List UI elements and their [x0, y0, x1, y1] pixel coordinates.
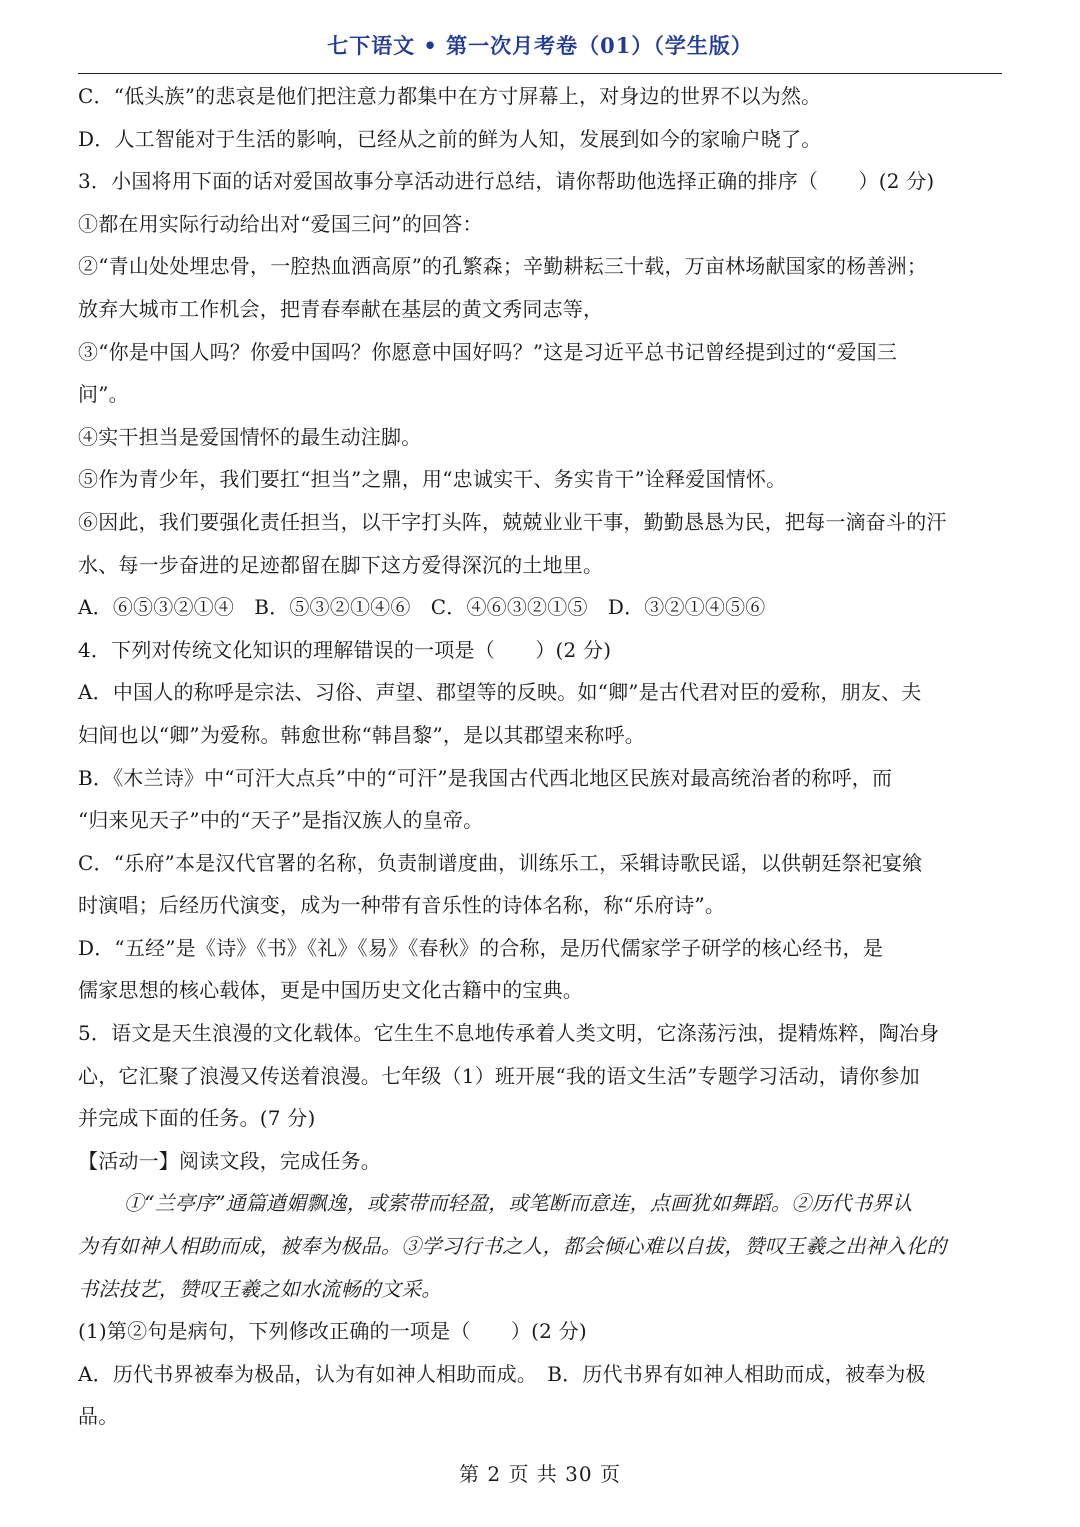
text-line: 放弃大城市工作机会，把青春奉献在基层的黄文秀同志等，: [78, 296, 604, 321]
text-line: 心，它汇聚了浪漫又传送着浪漫。七年级（1）班开展“我的语文生活”专题学习活动，请你参加: [78, 1063, 920, 1088]
text-line: 妇间也以“卿”为爱称。韩愈世称“韩昌黎”，是以其郡望来称呼。: [78, 722, 645, 747]
text-line: D．人工智能对于生活的影响，已经从之前的鲜为人知，发展到如今的家喻户晓了。: [78, 126, 822, 151]
text-line: A．历代书界被奉为极品，认为有如神人相助而成。 B．历代书界有如神人相助而成，被奉为极: [78, 1361, 926, 1386]
question-5-stem: 5．语文是天生浪漫的文化载体。它生生不息地传承着人类文明，它涤荡污浊，提精炼粹，陶冶身: [78, 1021, 940, 1046]
text-line: 并完成下面的任务。(7 分): [78, 1106, 316, 1131]
sub-question-stem: (1)第②句是病句，下列修改正确的一项是（ ）(2 分): [78, 1319, 587, 1344]
page-number: 第 2 页 共 30 页: [459, 1462, 621, 1486]
text-line: ⑥因此，我们要强化责任担当，以干字打头阵，兢兢业业干事，勤勤恳恳为民，把每一滴奋斗的汗: [78, 509, 947, 534]
question-3-stem: 3．小国将用下面的话对爱国故事分享活动进行总结，请你帮助他选择正确的排序（ ）(2 分): [78, 169, 935, 194]
text-line: 问”。: [78, 382, 129, 407]
passage-line: ①“兰亭序”通篇遒媚飘逸，或萦带而轻盈，或笔断而意连，点画犹如舞蹈。②历代书界认: [124, 1191, 913, 1216]
text-line: ②“青山处处埋忠骨，一腔热血洒高原”的孔繁森；辛勤耕耘三十载，万亩林场献国家的杨善洲；: [78, 254, 928, 279]
activity-heading: 【活动一】阅读文段，完成任务。: [78, 1148, 381, 1173]
text-line: D．“五经”是《诗》《书》《礼》《易》《春秋》的合称，是历代儒家学子研学的核心经书，是: [78, 935, 884, 960]
text-line: 儒家思想的核心载体，更是中国历史文化古籍中的宝典。: [78, 978, 583, 1003]
text-line: B．《木兰诗》中“可汗大点兵”中的“可汗”是我国古代西北地区民族对最高统治者的称呼，而: [78, 765, 893, 790]
text-line: C．“乐府”本是汉代官署的名称，负责制谱度曲，训练乐工，采辑诗歌民谣，以供朝廷祭祀宴飨: [78, 850, 923, 875]
text-line: ③“你是中国人吗？你爱中国吗？你愿意中国好吗？”这是习近平总书记曾经提到过的“爱国三: [78, 339, 898, 364]
question-3-options: A．⑥⑤③②①④ B．⑤③②①④⑥ C．④⑥③②①⑤ D．③②①④⑤⑥: [78, 595, 766, 620]
document-body: [78, 75, 1008, 1438]
passage-line: 书法技艺，赞叹王羲之如水流畅的文采。: [78, 1276, 442, 1301]
page-header-title: 七下语文 • 第一次月考卷（01）（学生版）: [327, 33, 753, 58]
text-line: 水、每一步奋进的足迹都留在脚下这方爱得深沉的土地里。: [78, 552, 604, 577]
text-line: ④实干担当是爱国情怀的最生动注脚。: [78, 424, 422, 449]
text-line: C．“低头族”的悲哀是他们把注意力都集中在方寸屏幕上，对身边的世界不以为然。: [78, 84, 822, 108]
question-4-stem: 4．下列对传统文化知识的理解错误的一项是（ ）(2 分): [78, 637, 612, 662]
passage-line: 为有如神人相助而成，被奉为极品。③学习行书之人，都会倾心难以自拔，赞叹王羲之出神入化的: [78, 1234, 947, 1259]
text-line: A．中国人的称呼是宗法、习俗、声望、郡望等的反映。如“卿”是古代君对臣的爱称，朋友、夫: [78, 680, 922, 705]
text-line: ①都在用实际行动给出对“爱国三问”的回答：: [78, 211, 483, 236]
text-line: ⑤作为青少年，我们要扛“担当”之鼎，用“忠诚实干、务实肯干”诠释爱国情怀。: [78, 467, 787, 492]
text-line: 时演唱；后经历代演变，成为一种带有音乐性的诗体名称，称“乐府诗”。: [78, 893, 726, 918]
text-line: 品。: [78, 1404, 119, 1429]
header-divider: [78, 73, 1002, 74]
text-line: “归来见天子”中的“天子”是指汉族人的皇帝。: [78, 808, 484, 833]
